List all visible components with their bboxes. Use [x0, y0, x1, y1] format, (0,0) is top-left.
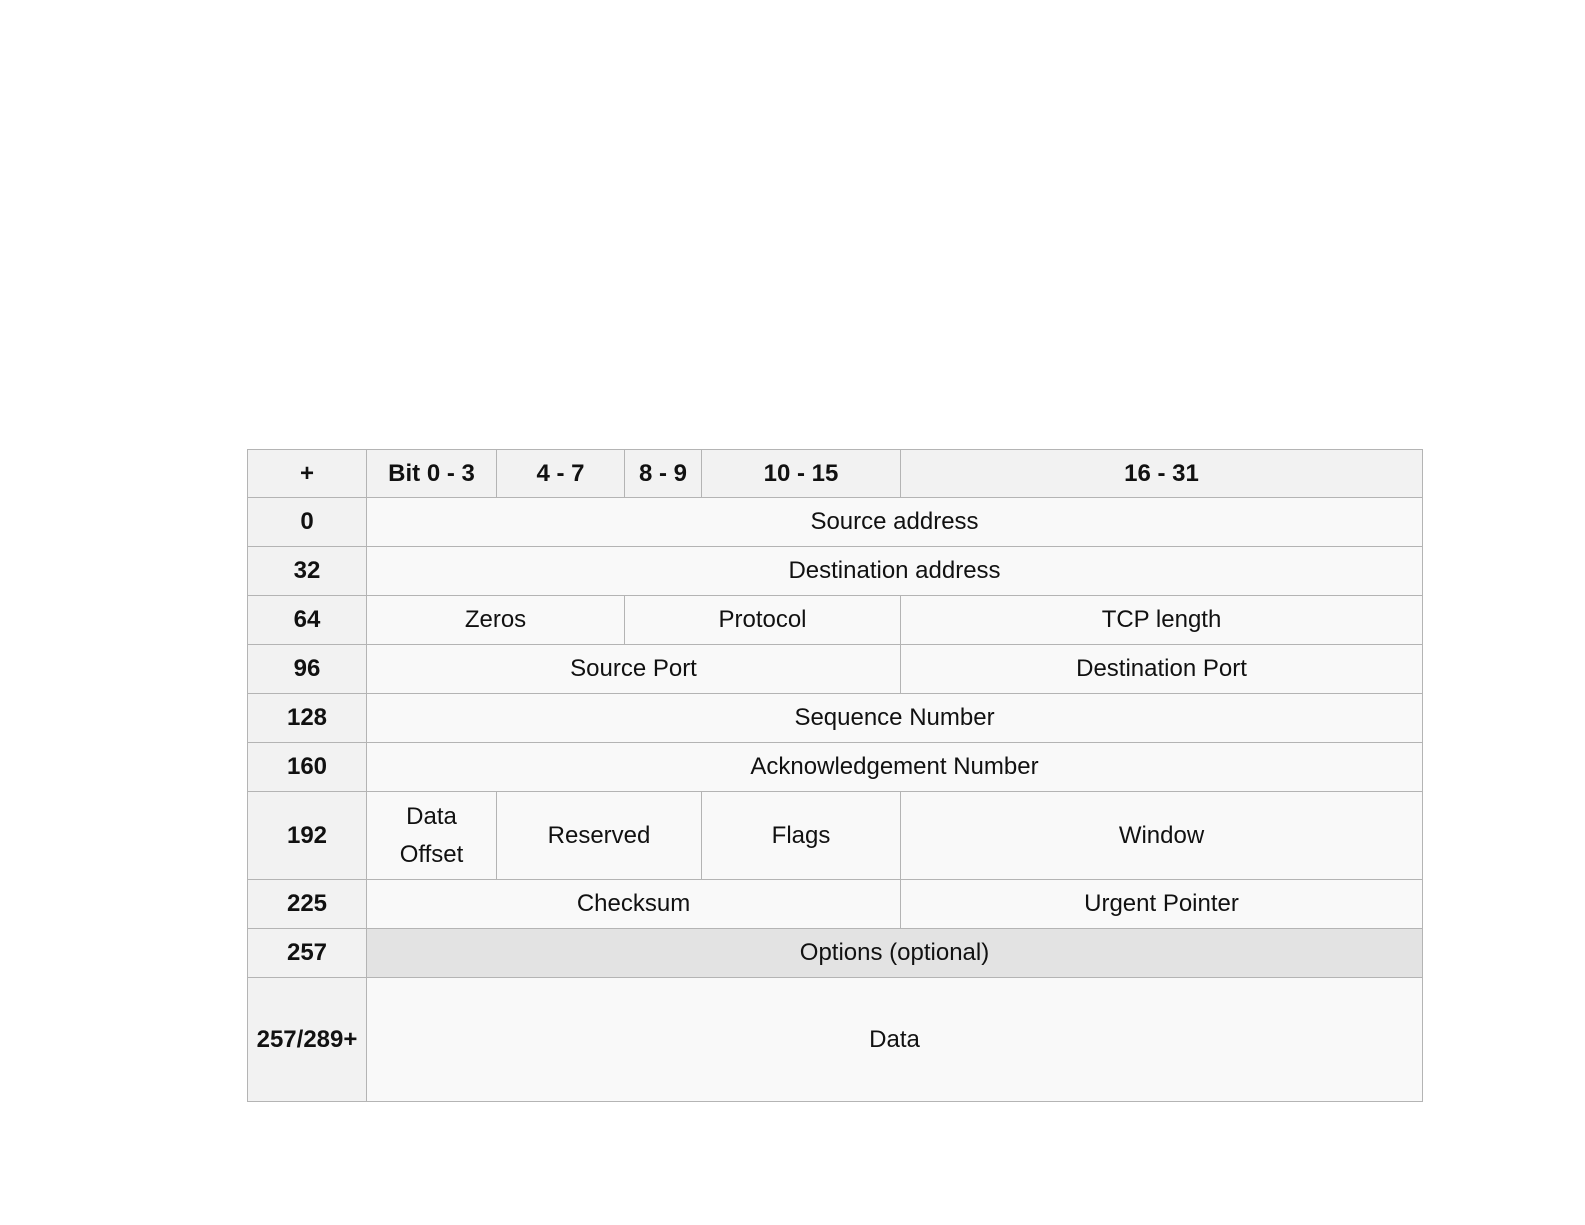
row-64: [248, 596, 1423, 645]
offset-label: 257: [248, 929, 367, 978]
header-offset: +: [248, 450, 367, 498]
header-bits-16-31: 16 - 31: [901, 450, 1423, 498]
offset-label: 96: [248, 645, 367, 694]
data-offset-line-2: Offset: [399, 840, 464, 868]
offset-label: 192: [248, 792, 367, 880]
header-row: [248, 450, 1423, 498]
offset-label: 64: [248, 596, 367, 645]
header-bits-8-9: 8 - 9: [625, 450, 702, 498]
data-offset-line-1: Data: [406, 802, 457, 830]
header-bits-10-15: 10 - 15: [702, 450, 901, 498]
zeros-cell: Zeros: [367, 596, 625, 645]
offset-label: 257/289+: [248, 978, 367, 1102]
row-128: [248, 694, 1423, 743]
row-192: [248, 792, 1423, 880]
destination-port-cell: Destination Port: [901, 645, 1423, 694]
urgent-pointer-cell: Urgent Pointer: [901, 880, 1423, 929]
data-offset-cell: [367, 792, 497, 880]
protocol-cell: Protocol: [625, 596, 901, 645]
sequence-number-cell: Sequence Number: [367, 694, 1423, 743]
acknowledgement-number-cell: Acknowledgement Number: [367, 743, 1423, 792]
offset-label: 225: [248, 880, 367, 929]
checksum-cell: Checksum: [367, 880, 901, 929]
offset-label: 128: [248, 694, 367, 743]
offset-label: 160: [248, 743, 367, 792]
row-0: [248, 498, 1423, 547]
row-225: [248, 880, 1423, 929]
header-bits-0-3: Bit 0 - 3: [367, 450, 497, 498]
destination-address-cell: Destination address: [367, 547, 1423, 596]
offset-label: 0: [248, 498, 367, 547]
row-160: [248, 743, 1423, 792]
data-cell: Data: [367, 978, 1423, 1102]
flags-cell: Flags: [702, 792, 901, 880]
tcp-header-diagram: [247, 449, 1423, 1102]
offset-label: 32: [248, 547, 367, 596]
reserved-cell: Reserved: [497, 792, 702, 880]
source-address-cell: Source address: [367, 498, 1423, 547]
header-bits-4-7: 4 - 7: [497, 450, 625, 498]
window-cell: Window: [901, 792, 1423, 880]
row-data: [248, 978, 1423, 1102]
source-port-cell: Source Port: [367, 645, 901, 694]
row-257: [248, 929, 1423, 978]
row-32: [248, 547, 1423, 596]
row-96: [248, 645, 1423, 694]
options-cell: Options (optional): [367, 929, 1423, 978]
tcp-length-cell: TCP length: [901, 596, 1423, 645]
